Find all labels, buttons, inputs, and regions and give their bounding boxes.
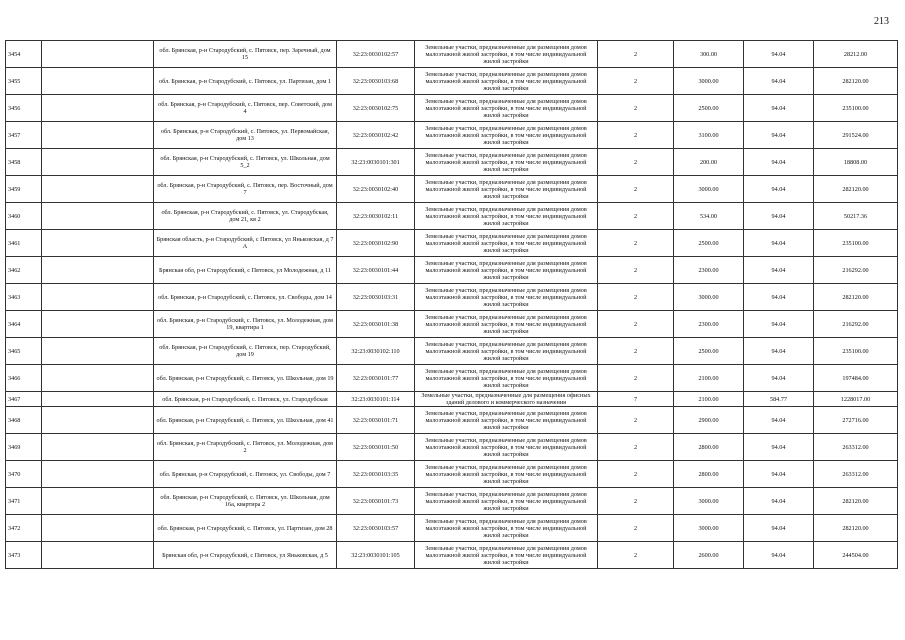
row-spacer [42,515,154,542]
row-cadastral-number: 32:23:0030102:11 [337,203,415,230]
row-group: 2 [598,149,674,176]
row-address: обл. Брянская, р-н Стародубский, с. Пятовск, ул. Стародубская [154,392,337,407]
row-area: 2500.00 [674,230,744,257]
row-group: 2 [598,257,674,284]
row-cadastral-value: 263312.00 [814,461,898,488]
table-row [6,122,898,149]
row-number: 3469 [6,434,42,461]
row-group: 2 [598,41,674,68]
row-spacer [42,365,154,392]
row-specific-value: 94.04 [744,68,814,95]
row-cadastral-number: 32:23:0030102:90 [337,230,415,257]
row-cadastral-number: 32:23:0030101:73 [337,488,415,515]
row-area: 3000.00 [674,68,744,95]
row-cadastral-number: 32:23:0030101:301 [337,149,415,176]
row-cadastral-number: 32:23:0030101:44 [337,257,415,284]
row-specific-value: 584.77 [744,392,814,407]
row-land-use: Земельные участки, предназначенные для размещения домов малоэтажной жилой застройки, в том числе индивидуальной жилой застройки [415,257,598,284]
row-address: обл. Брянская, р-н Стародубский, с. Пятовск, ул. Свободы, дом 7 [154,461,337,488]
row-cadastral-value: 50217.36 [814,203,898,230]
row-specific-value: 94.04 [744,311,814,338]
row-group: 2 [598,95,674,122]
row-specific-value: 94.04 [744,95,814,122]
row-area: 3000.00 [674,284,744,311]
row-address: обл. Брянская, р-н Стародубский, с. Пятовск, ул. Стародубская, дом 21, кв 2 [154,203,337,230]
row-number: 3454 [6,41,42,68]
row-cadastral-number: 32:23:0030102:40 [337,176,415,203]
row-address: Брянская область, р-н Стародубский, с Пятовск, ул Яньковская, д 7 А [154,230,337,257]
row-land-use: Земельные участки, предназначенные для размещения домов малоэтажной жилой застройки, в том числе индивидуальной жилой застройки [415,230,598,257]
row-group: 2 [598,230,674,257]
row-cadastral-value: 235100.00 [814,95,898,122]
row-cadastral-value: 197484.00 [814,365,898,392]
row-cadastral-value: 235100.00 [814,338,898,365]
row-spacer [42,176,154,203]
row-address: обл. Брянская, р-н Стародубский, с. Пятовск, ул. Школьная, дом 19 [154,365,337,392]
row-address: обл. Брянская, р-н Стародубский, с. Пятовск, ул. Молодежная, дом 2 [154,434,337,461]
row-cadastral-value: 18808.00 [814,149,898,176]
page-number: 213 [874,16,889,27]
row-number: 3462 [6,257,42,284]
table-row [6,407,898,434]
row-address: обл. Брянская, р-н Стародубский, с. Пятовск, пер. Стародубский, дом 19 [154,338,337,365]
row-cadastral-value: 282120.00 [814,488,898,515]
row-spacer [42,284,154,311]
row-specific-value: 94.04 [744,284,814,311]
row-area: 2500.00 [674,338,744,365]
row-cadastral-number: 32:23:0030102:42 [337,122,415,149]
row-group: 2 [598,284,674,311]
row-specific-value: 94.04 [744,488,814,515]
row-cadastral-value: 1228017.00 [814,392,898,407]
row-number: 3461 [6,230,42,257]
row-land-use: Земельные участки, предназначенные для размещения домов малоэтажной жилой застройки, в том числе индивидуальной жилой застройки [415,95,598,122]
row-area: 3000.00 [674,515,744,542]
row-cadastral-number: 32:23:0030102:75 [337,95,415,122]
row-cadastral-number: 32:23:0030101:38 [337,311,415,338]
row-cadastral-value: 235100.00 [814,230,898,257]
table-row [6,284,898,311]
row-group: 2 [598,311,674,338]
table-row [6,392,898,407]
row-land-use: Земельные участки, предназначенные для размещения домов малоэтажной жилой застройки, в том числе индивидуальной жилой застройки [415,542,598,569]
table-row [6,257,898,284]
row-number: 3455 [6,68,42,95]
row-area: 3000.00 [674,176,744,203]
row-area: 2800.00 [674,434,744,461]
row-specific-value: 94.04 [744,365,814,392]
row-land-use: Земельные участки, предназначенные для размещения домов малоэтажной жилой застройки, в том числе индивидуальной жилой застройки [415,311,598,338]
row-area: 2100.00 [674,365,744,392]
table-row [6,230,898,257]
row-specific-value: 94.04 [744,149,814,176]
row-spacer [42,203,154,230]
row-address: обл. Брянская, р-н Стародубский, с. Пятовск, ул. Школьная, дом 16а, квартира 2 [154,488,337,515]
row-cadastral-value: 244504.00 [814,542,898,569]
row-number: 3465 [6,338,42,365]
row-group: 2 [598,365,674,392]
row-specific-value: 94.04 [744,203,814,230]
table-row [6,461,898,488]
row-land-use: Земельные участки, предназначенные для размещения домов малоэтажной жилой застройки, в том числе индивидуальной жилой застройки [415,461,598,488]
row-area: 2100.00 [674,392,744,407]
row-spacer [42,542,154,569]
row-cadastral-value: 28212.00 [814,41,898,68]
row-specific-value: 94.04 [744,338,814,365]
row-address: обл. Брянская, р-н Стародубский, с. Пятовск, пер. Заречный, дом 15 [154,41,337,68]
row-address: обл. Брянская, р-н Стародубский, с. Пятовск, ул. Молодежная, дом 19, квартира 1 [154,311,337,338]
row-group: 2 [598,461,674,488]
row-spacer [42,338,154,365]
row-area: 2300.00 [674,311,744,338]
row-group: 2 [598,68,674,95]
row-area: 300.00 [674,41,744,68]
row-cadastral-value: 263312.00 [814,434,898,461]
row-spacer [42,434,154,461]
row-area: 3000.00 [674,488,744,515]
row-area: 2800.00 [674,461,744,488]
row-group: 2 [598,407,674,434]
row-number: 3463 [6,284,42,311]
row-cadastral-value: 282120.00 [814,515,898,542]
row-land-use: Земельные участки, предназначенные для размещения домов малоэтажной жилой застройки, в том числе индивидуальной жилой застройки [415,407,598,434]
row-land-use: Земельные участки, предназначенные для размещения домов малоэтажной жилой застройки, в том числе индивидуальной жилой застройки [415,122,598,149]
row-specific-value: 94.04 [744,230,814,257]
row-number: 3471 [6,488,42,515]
row-land-use: Земельные участки, предназначенные для размещения офисных зданий делового и коммерческого назначения [415,392,598,407]
row-specific-value: 94.04 [744,461,814,488]
row-cadastral-number: 32:23:0030101:50 [337,434,415,461]
row-number: 3456 [6,95,42,122]
row-cadastral-value: 216292.00 [814,311,898,338]
table-row [6,95,898,122]
row-address: обл. Брянская, р-н Стародубский, с. Пятовск, пер. Советский, дом 4 [154,95,337,122]
row-spacer [42,122,154,149]
row-specific-value: 94.04 [744,257,814,284]
row-group: 7 [598,392,674,407]
row-address: обл. Брянская, р-н Стародубский, с. Пятовск, ул. Школьная, дом 5_2 [154,149,337,176]
row-group: 2 [598,176,674,203]
table-row [6,515,898,542]
row-area: 2600.00 [674,542,744,569]
row-number: 3457 [6,122,42,149]
row-cadastral-number: 32:23:0030103:57 [337,515,415,542]
row-group: 2 [598,488,674,515]
row-land-use: Земельные участки, предназначенные для размещения домов малоэтажной жилой застройки, в том числе индивидуальной жилой застройки [415,284,598,311]
row-cadastral-number: 32:23:0030101:114 [337,392,415,407]
row-area: 3100.00 [674,122,744,149]
row-spacer [42,257,154,284]
table-row [6,203,898,230]
row-number: 3472 [6,515,42,542]
row-land-use: Земельные участки, предназначенные для размещения домов малоэтажной жилой застройки, в том числе индивидуальной жилой застройки [415,176,598,203]
row-specific-value: 94.04 [744,515,814,542]
row-land-use: Земельные участки, предназначенные для размещения домов малоэтажной жилой застройки, в том числе индивидуальной жилой застройки [415,338,598,365]
row-specific-value: 94.04 [744,407,814,434]
row-land-use: Земельные участки, предназначенные для размещения домов малоэтажной жилой застройки, в том числе индивидуальной жилой застройки [415,365,598,392]
row-group: 2 [598,434,674,461]
row-cadastral-value: 282120.00 [814,284,898,311]
row-number: 3467 [6,392,42,407]
row-address: Брянская обл, р-н Стародубский, с Пятовск, ул Яньковская, д 5 [154,542,337,569]
row-number: 3466 [6,365,42,392]
row-cadastral-value: 291524.00 [814,122,898,149]
row-group: 2 [598,122,674,149]
row-spacer [42,95,154,122]
row-spacer [42,41,154,68]
row-land-use: Земельные участки, предназначенные для размещения домов малоэтажной жилой застройки, в том числе индивидуальной жилой застройки [415,149,598,176]
row-specific-value: 94.04 [744,122,814,149]
row-address: Брянская обл, р-н Стародубский, с Пятовск, ул Молодежная, д 11 [154,257,337,284]
row-cadastral-number: 32:23:0030103:31 [337,284,415,311]
row-cadastral-value: 282120.00 [814,68,898,95]
row-number: 3464 [6,311,42,338]
row-specific-value: 94.04 [744,542,814,569]
row-cadastral-value: 216292.00 [814,257,898,284]
row-area: 534.00 [674,203,744,230]
row-number: 3468 [6,407,42,434]
row-land-use: Земельные участки, предназначенные для размещения домов малоэтажной жилой застройки, в том числе индивидуальной жилой застройки [415,488,598,515]
table-row [6,149,898,176]
row-land-use: Земельные участки, предназначенные для размещения домов малоэтажной жилой застройки, в том числе индивидуальной жилой застройки [415,515,598,542]
row-cadastral-number: 32:23:0030101:105 [337,542,415,569]
row-cadastral-number: 32:23:0030102:110 [337,338,415,365]
row-spacer [42,230,154,257]
row-cadastral-number: 32:23:0030103:35 [337,461,415,488]
row-land-use: Земельные участки, предназначенные для размещения домов малоэтажной жилой застройки, в том числе индивидуальной жилой застройки [415,68,598,95]
row-area: 2900.00 [674,407,744,434]
table-row [6,311,898,338]
row-land-use: Земельные участки, предназначенные для размещения домов малоэтажной жилой застройки, в том числе индивидуальной жилой застройки [415,203,598,230]
table-row [6,68,898,95]
row-number: 3460 [6,203,42,230]
row-spacer [42,461,154,488]
row-address: обл. Брянская, р-н Стародубский, с. Пятовск, ул. Партизан, дом 1 [154,68,337,95]
row-cadastral-value: 282120.00 [814,176,898,203]
row-spacer [42,149,154,176]
row-cadastral-number: 32:23:0030101:71 [337,407,415,434]
table-row [6,434,898,461]
table-row [6,41,898,68]
row-area: 200.00 [674,149,744,176]
row-spacer [42,68,154,95]
row-land-use: Земельные участки, предназначенные для размещения домов малоэтажной жилой застройки, в том числе индивидуальной жилой застройки [415,41,598,68]
row-land-use: Земельные участки, предназначенные для размещения домов малоэтажной жилой застройки, в том числе индивидуальной жилой застройки [415,434,598,461]
row-number: 3458 [6,149,42,176]
row-area: 2500.00 [674,95,744,122]
table-row [6,488,898,515]
row-group: 2 [598,338,674,365]
row-cadastral-number: 32:23:0030101:77 [337,365,415,392]
row-specific-value: 94.04 [744,434,814,461]
row-cadastral-value: 272716.00 [814,407,898,434]
row-spacer [42,392,154,407]
row-group: 2 [598,515,674,542]
row-area: 2300.00 [674,257,744,284]
row-number: 3459 [6,176,42,203]
row-number: 3473 [6,542,42,569]
row-specific-value: 94.04 [744,176,814,203]
row-number: 3470 [6,461,42,488]
row-cadastral-number: 32:23:0030103:68 [337,68,415,95]
row-specific-value: 94.04 [744,41,814,68]
land-registry-table [5,40,898,569]
row-address: обл. Брянская, р-н Стародубский, с. Пятовск, ул. Первомайская, дом 13 [154,122,337,149]
row-address: обл. Брянская, р-н Стародубский, с. Пятовск, ул. Свободы, дом 14 [154,284,337,311]
row-spacer [42,488,154,515]
row-group: 2 [598,203,674,230]
row-cadastral-number: 32:23:0030102:57 [337,41,415,68]
row-spacer [42,407,154,434]
row-spacer [42,311,154,338]
row-address: обл. Брянская, р-н Стародубский, с. Пятовск, ул. Школьная, дом 41 [154,407,337,434]
table-row [6,365,898,392]
row-address: обл. Брянская, р-н Стародубский, с. Пятовск, ул. Партизан, дом 28 [154,515,337,542]
table-row [6,338,898,365]
table-row [6,542,898,569]
table-row [6,176,898,203]
row-group: 2 [598,542,674,569]
row-address: обл. Брянская, р-н Стародубский, с. Пятовск, пер. Восточный, дом 7 [154,176,337,203]
